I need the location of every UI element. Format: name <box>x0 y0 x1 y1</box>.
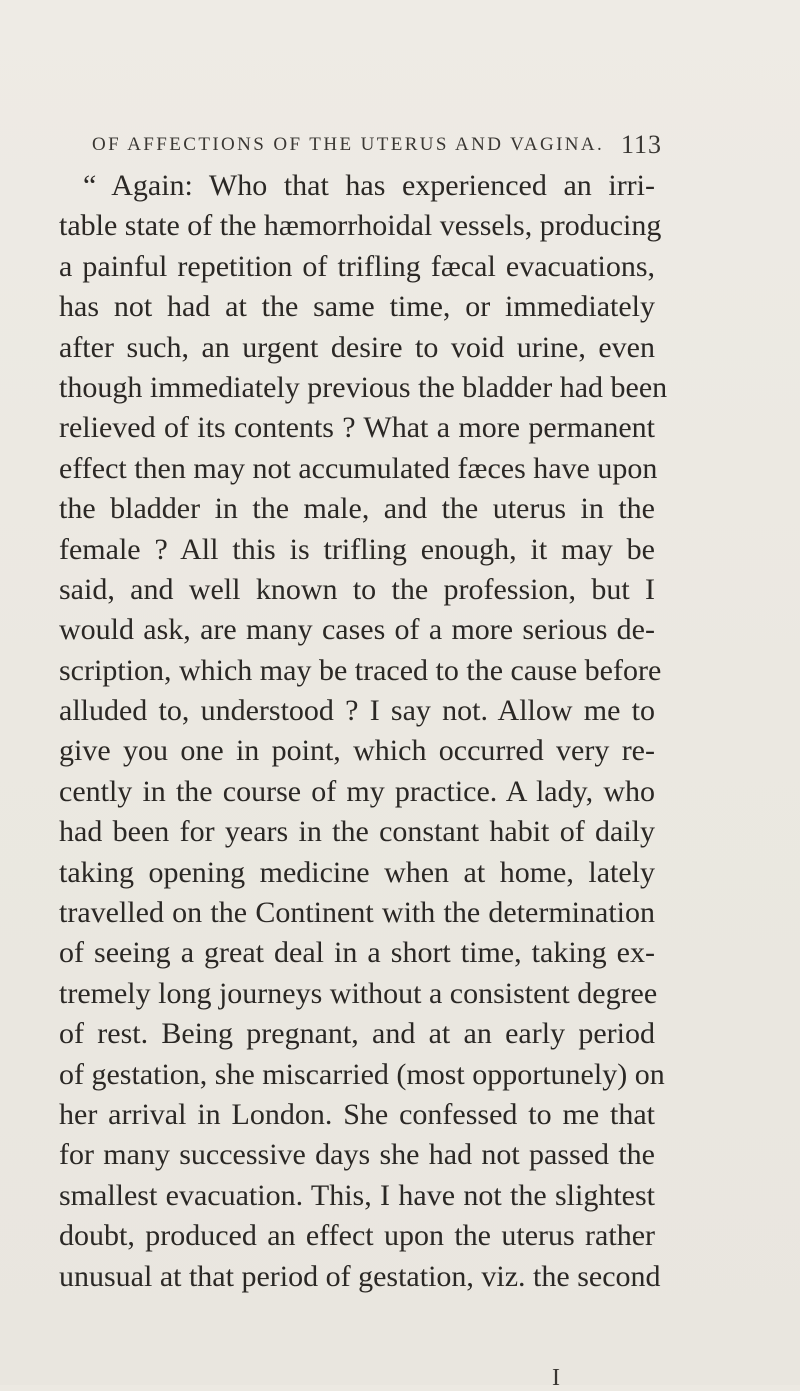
text-line: of gestation, she miscarried (most opportunely) on <box>59 1057 665 1091</box>
text-line: after such, an urgent desire to void urine, even <box>59 330 655 364</box>
text-line: scription, which may be traced to the cause before <box>59 653 662 687</box>
text-line: doubt, produced an effect upon the uterus rather <box>59 1219 655 1253</box>
text-line: the bladder in the male, and the uterus in the <box>59 492 655 526</box>
text-line: tremely long journeys without a consistent degree <box>59 976 658 1010</box>
text-line: though immediately previous the bladder had been <box>59 370 668 404</box>
text-line: give you one in point, which occurred very re- <box>59 734 655 768</box>
text-line: effect then may not accumulated fæces have upon <box>59 451 658 485</box>
text-line: relieved of its contents ? What a more permanent <box>59 411 655 445</box>
text-line: “ Again: Who that has experienced an irri- <box>83 169 655 202</box>
text-line: female ? All this is trifling enough, it may be <box>59 532 655 566</box>
text-line: of seeing a great deal in a short time, taking ex- <box>59 936 655 970</box>
text-line: of rest. Being pregnant, and at an early period <box>59 1017 655 1051</box>
body-text <box>59 166 668 1297</box>
text-line: her arrival in London. She confessed to me that <box>59 1097 655 1131</box>
text-line: said, and well known to the profession, but I <box>59 572 655 606</box>
page-header <box>92 130 662 164</box>
page-number: 113 <box>620 130 662 159</box>
text-line: a painful repetition of trifling fæcal evacuations, <box>59 249 655 283</box>
text-line: table state of the hæmorrhoidal vessels, producing <box>59 209 662 243</box>
text-line: would ask, are many cases of a more serious de- <box>59 613 655 647</box>
text-line: taking opening medicine when at home, lately <box>59 855 655 889</box>
text-line: had been for years in the constant habit of daily <box>59 815 655 849</box>
text-line: alluded to, understood ? I say not. Allow me to <box>59 694 655 728</box>
text-line: has not had at the same time, or immediately <box>59 290 655 324</box>
catchword: I <box>552 1365 560 1391</box>
text-line: unusual at that period of gestation, viz. the second <box>59 1259 661 1293</box>
text-line: travelled on the Continent with the determination <box>59 896 655 930</box>
running-head: OF AFFECTIONS OF THE UTERUS AND VAGINA. <box>92 134 605 155</box>
text-line: for many successive days she had not passed the <box>59 1138 655 1172</box>
text-line: smallest evacuation. This, I have not the slightest <box>59 1178 655 1212</box>
text-line: cently in the course of my practice. A lady, who <box>59 774 655 808</box>
